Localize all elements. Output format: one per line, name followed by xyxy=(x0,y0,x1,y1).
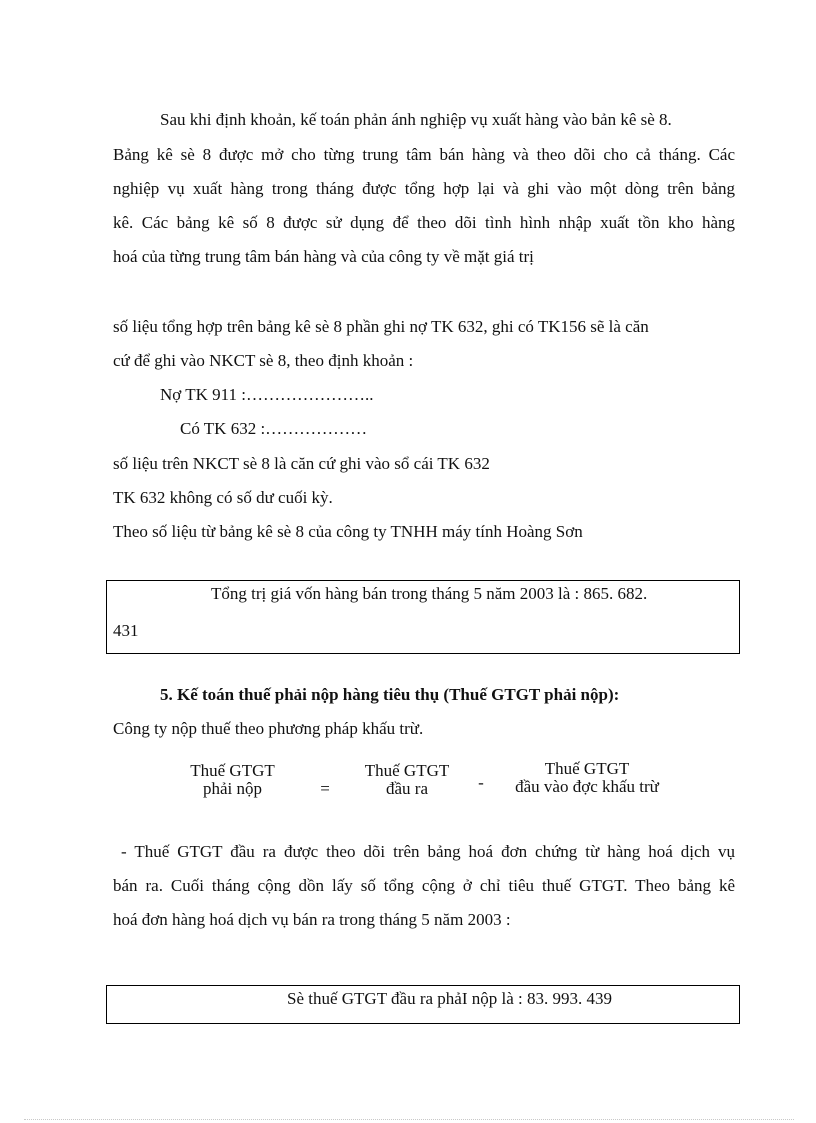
para1-line1: Sau khi định khoản, kế toán phản ánh nghiệp vụ xuất hàng vào bản kê sè 8. xyxy=(160,110,672,129)
total-cost-line1: Tổng trị giá vốn hàng bán trong tháng 5 năm 2003 là : 865. 682. xyxy=(211,584,648,603)
page-bottom-divider xyxy=(24,1119,794,1120)
para2-line4: TK 632 không có số dư cuối kỳ. xyxy=(113,488,333,507)
para1-line5: hoá của từng trung tâm bán hàng và của công ty về mặt giá trị xyxy=(113,247,534,266)
formula-right-bottom: đầu vào đợc khấu trừ xyxy=(515,777,659,796)
formula-right-top: Thuế GTGT xyxy=(544,759,630,778)
formula-middle-top: Thuế GTGT xyxy=(364,761,450,780)
para2-line1: số liệu tổng hợp trên bảng kê sè 8 phần ghi nợ TK 632, ghi có TK156 sẽ là căn xyxy=(113,317,649,336)
section-heading: 5. Kế toán thuế phải nộp hàng tiêu thụ (Thuế GTGT phải nộp): xyxy=(160,685,620,704)
para1-line4: kê. Các bảng kê số 8 được sử dụng để theo dõi tình hình nhập xuất tồn kho hàng xyxy=(113,213,735,232)
formula-left-top: Thuế GTGT xyxy=(190,761,275,780)
total-cost-line2: 431 xyxy=(113,621,139,640)
formula-equals: = xyxy=(320,779,330,798)
entry-credit: Có TK 632 :……………… xyxy=(180,419,368,438)
formula-middle-bottom: đầu ra xyxy=(385,779,428,798)
para1-line3: nghiệp vụ xuất hàng trong tháng được tổng hợp lại và ghi vào một dòng trên bảng xyxy=(113,179,735,198)
formula-minus: - xyxy=(478,773,484,792)
para1-line2: Bảng kê sè 8 được mở cho từng trung tâm bán hàng và theo dõi cho cả tháng. Các xyxy=(113,145,735,164)
para3-line3: hoá đơn hàng hoá dịch vụ bán ra trong tháng 5 năm 2003 : xyxy=(113,910,511,929)
para2-line2: cứ để ghi vào NKCT sè 8, theo định khoản : xyxy=(113,351,414,370)
entry-debit: Nợ TK 911 :………………….. xyxy=(160,385,374,404)
para3-line2: bán ra. Cuối tháng cộng dồn lấy số tổng cộng ở chỉ tiêu thuế GTGT. Theo bảng kê xyxy=(113,876,735,895)
para3-line1: - Thuế GTGT đầu ra được theo dõi trên bảng hoá đơn chứng từ hàng hoá dịch vụ xyxy=(121,842,735,861)
output-vat-text: Sè thuế GTGT đầu ra phảI nộp là : 83. 993. 439 xyxy=(287,989,612,1008)
para2-line3: số liệu trên NKCT sè 8 là căn cứ ghi vào sổ cái TK 632 xyxy=(113,454,490,473)
section-intro: Công ty nộp thuế theo phương pháp khấu trừ. xyxy=(113,719,424,738)
para2-line5: Theo số liệu từ bảng kê sè 8 của công ty TNHH máy tính Hoàng Sơn xyxy=(113,522,583,541)
formula-left-bottom: phải nộp xyxy=(202,779,263,798)
